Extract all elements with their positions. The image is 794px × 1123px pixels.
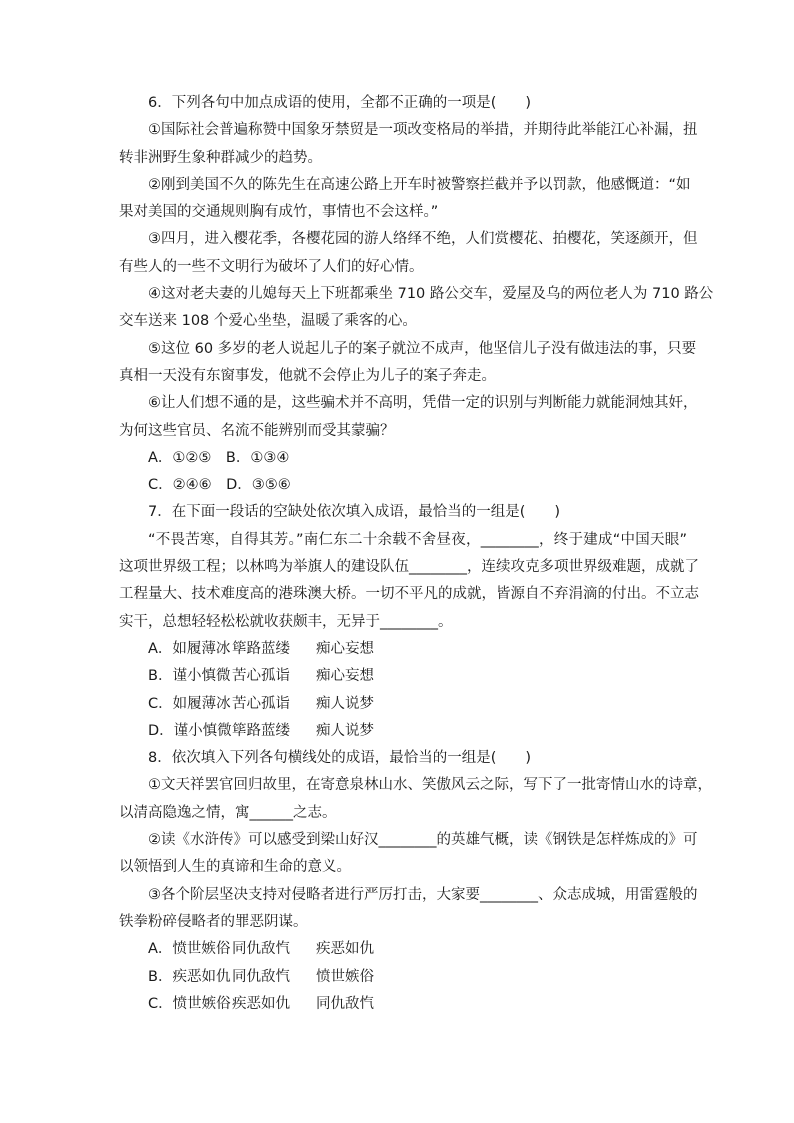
q8-stem: 8．依次填入下列各句横线处的成语，最恰当的一组是( ) xyxy=(148,750,532,767)
q6-sentence-2-line-2: 果对美国的交通规则胸有成竹，事情也不会这样。” xyxy=(119,204,439,221)
q7-passage-line-4: 实干，总想轻轻松松就收获颇丰，无异于________。 xyxy=(119,613,453,630)
q6-sentence-3-line-2: 有些人的一些不文明行为破坏了人们的好心情。 xyxy=(119,258,424,275)
q7-passage-line-2: 这项世界级工程；以林鸣为举旗人的建设队伍________，连续攻克多项世界级难题，成就了 xyxy=(119,559,699,576)
q6-options-cd: C．②④⑥ D．③⑤⑥ xyxy=(148,477,291,494)
q6-sentence-5-line-1: ⑤这位 60 多岁的老人说起儿子的案子就泣不成声，他坚信儿子没有做违法的事，只要 xyxy=(148,340,697,357)
q6-sentence-2-line-1: ②刚到美国不久的陈先生在高速公路上开车时被警察拦截并予以罚款，他感慨道：“如 xyxy=(148,176,691,193)
q8-sentence-2-line-2: 以领悟到人生的真谛和生命的意义。 xyxy=(119,859,351,876)
q8-option-a: A．愤世嫉俗 同仇敌忾 疾恶如仇 xyxy=(148,941,374,958)
q8-sentence-3-line-1: ③各个阶层坚决支持对侵略者进行严厉打击，大家要________、众志成城，用雷霆般的 xyxy=(148,886,698,903)
question-content xyxy=(119,90,714,1018)
q7-passage-line-3: 工程量大、技术难度高的港珠澳大桥。一切不平凡的成就，皆源自不弃涓滴的付出。不立志 xyxy=(119,586,699,603)
q8-option-c: C．愤世嫉俗疾恶如仇 同仇敌忾 xyxy=(148,995,374,1012)
q6-sentence-5-line-2: 真相一天没有东窗事发，他就不会停止为儿子的案子奔走。 xyxy=(119,367,496,384)
q7-option-d: D．谨小慎微筚路蓝缕 痴人说梦 xyxy=(148,722,374,739)
q6-sentence-1-line-1: ①国际社会普遍称赞中国象牙禁贸是一项改变格局的举措，并期待此举能江心补漏，扭 xyxy=(148,122,698,139)
q7-stem: 7．在下面一段话的空缺处依次填入成语，最恰当的一组是( ) xyxy=(148,504,561,521)
q8-sentence-1-line-2: 以清高隐逸之情，寓______之志。 xyxy=(119,804,337,821)
q6-sentence-6-line-1: ⑥让人们想不通的是，这些骗术并不高明，凭借一定的识别与判断能力就能洞烛其奸， xyxy=(148,395,698,412)
q6-stem: 6．下列各句中加点成语的使用，全都不正确的一项是( ) xyxy=(148,95,532,111)
q7-option-a: A．如履薄冰 筚路蓝缕 痴心妄想 xyxy=(148,640,374,657)
q7-option-c: C．如履薄冰苦心孤诣 痴人说梦 xyxy=(148,695,374,712)
q7-passage-line-1: “不畏苦寒，自得其芳。”南仁东二十余载不舍昼夜，________，终于建成“中国天眼” xyxy=(148,531,687,548)
q6-sentence-3-line-1: ③四月，进入樱花季，各樱花园的游人络绎不绝，人们赏樱花、拍樱花，笑逐颜开，但 xyxy=(148,231,698,248)
q8-sentence-1-line-1: ①文天祥罢官回归故里，在寄意泉林山水、笑傲风云之际，写下了一批寄情山水的诗章， xyxy=(148,777,712,794)
q8-option-b: B．疾恶如仇 同仇敌忾 愤世嫉俗 xyxy=(148,968,374,985)
q6-sentence-4-line-1: ④这对老夫妻的儿媳每天上下班都乘坐 710 路公交车，爱屋及乌的两位老人为 710 路公 xyxy=(148,286,714,303)
q6-options-ab: A．①②⑤ B．①③④ xyxy=(148,449,290,466)
q6-sentence-6-line-2: 为何这些官员、名流不能辨别而受其蒙骗？ xyxy=(119,422,395,439)
q8-sentence-3-line-2: 铁拳粉碎侵略者的罪恶阴谋。 xyxy=(119,913,308,930)
q8-sentence-2-line-1: ②读《水浒传》可以感受到梁山好汉________的英雄气概，读《钢铁是怎样炼成的》可 xyxy=(148,832,698,849)
q7-option-b: B．谨小慎微 苦心孤诣 痴心妄想 xyxy=(148,668,374,685)
q6-sentence-4-line-2: 交车送来 108 个爱心坐垫，温暖了乘客的心。 xyxy=(119,313,417,330)
q6-sentence-1-line-2: 转非洲野生象种群减少的趋势。 xyxy=(119,149,322,166)
